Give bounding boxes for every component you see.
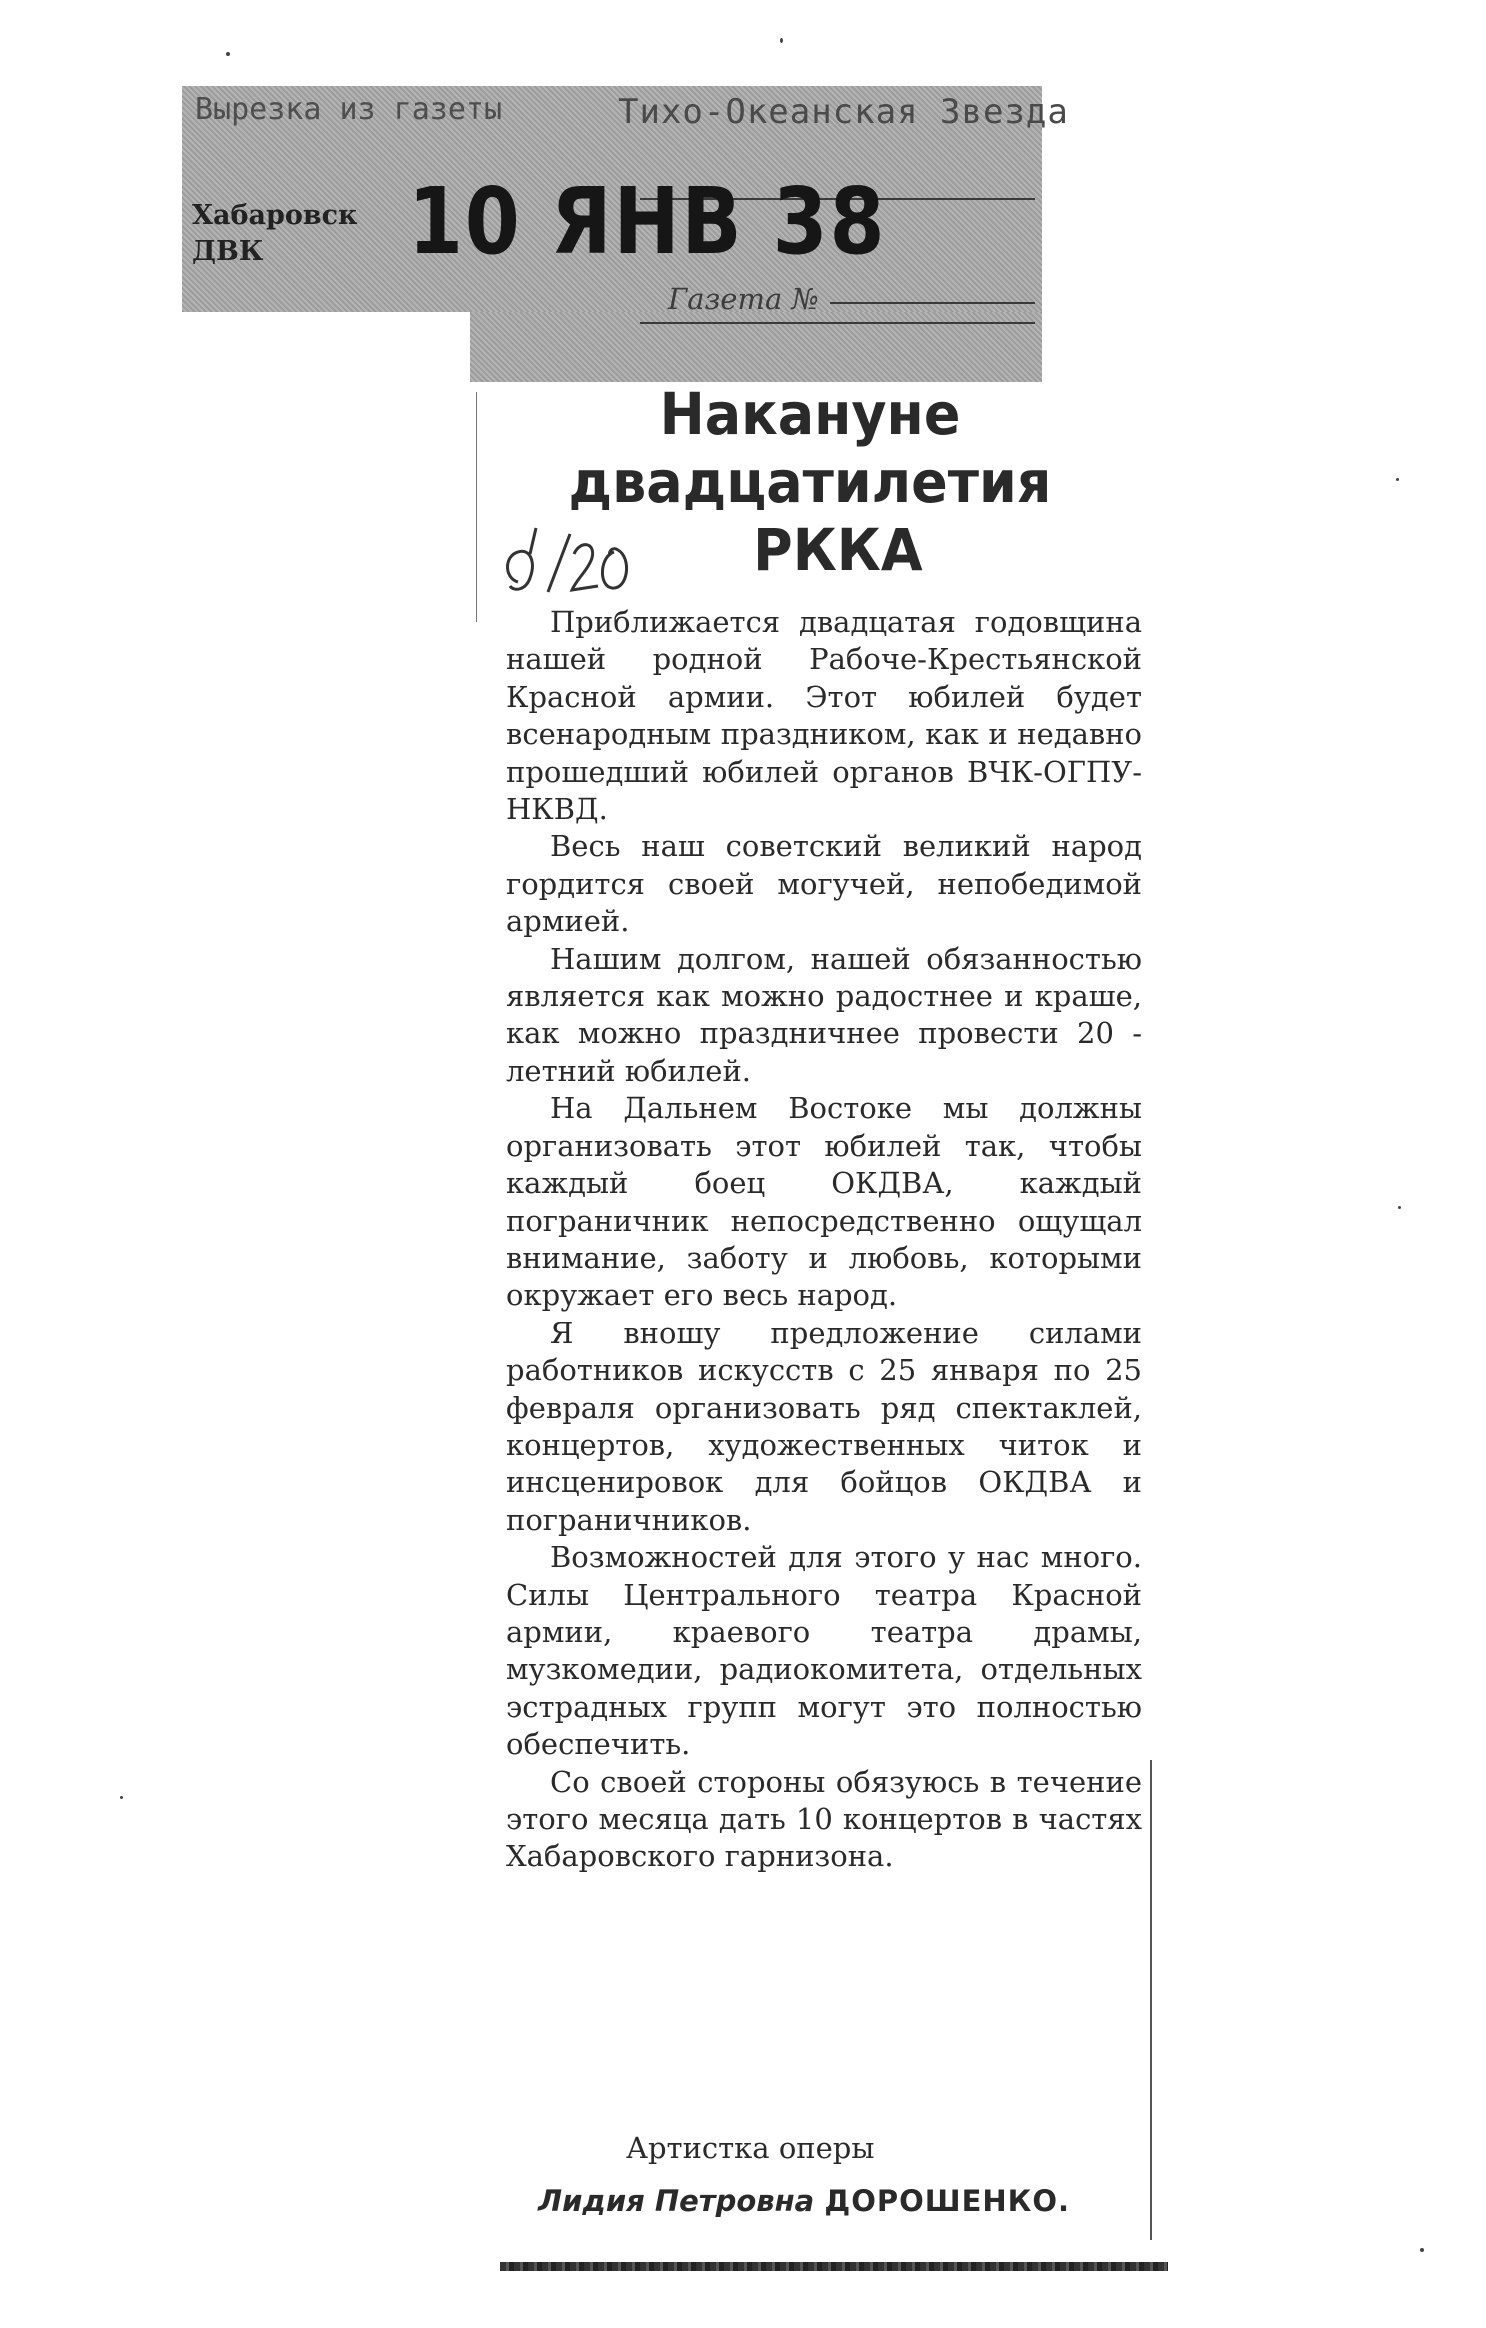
paragraph-5: Я вношу предложение силами работников искусств с 25 января по 25 февраля организовать ряд спектаклей, концертов, художественных читок и инсценировок для бойцов ОКДВА и пограничников. [506, 1315, 1142, 1537]
date-stamp: 10 ЯНВ 38 [408, 168, 887, 275]
clipping-right-edge [1150, 1760, 1152, 2240]
dust-speck [1396, 478, 1399, 481]
author-name [538, 2184, 1070, 2218]
paragraph-7: Со своей стороны обязуюсь в течение этого месяца дать 10 концертов в частях Хабаровского гарнизона. [506, 1764, 1142, 1874]
clipping-left-edge [476, 392, 477, 622]
city-label: Хабаровск [192, 200, 358, 231]
bottom-rule [500, 2262, 1168, 2271]
gazeta-number-label: Газета № [668, 282, 819, 316]
dust-speck [120, 1796, 123, 1799]
gazeta-bottom-line [640, 322, 1035, 324]
handwritten-mark [500, 522, 640, 612]
dust-speck [780, 38, 783, 43]
author-surname: ДОРОШЕНКО. [824, 2184, 1071, 2218]
author-given-names: Лидия Петровна [538, 2184, 815, 2218]
region-label: ДВК [192, 236, 264, 267]
dust-speck [1398, 1206, 1401, 1209]
article-body [506, 604, 1142, 1876]
dust-speck [1420, 2248, 1424, 2252]
newspaper-name: Тихо-Океанская Звезда [618, 92, 1069, 132]
headline-line-3: РККА [753, 516, 923, 584]
paragraph-6: Возможностей для этого у нас много. Силы Центрального театра Красной армии, краевого театра драмы, музкомедии, радиокомитета, отдельных эстрадных групп могут это полностью обеспечить. [506, 1540, 1142, 1762]
gazeta-number-line [830, 302, 1035, 304]
dust-speck [226, 52, 230, 56]
paragraph-4: На Дальнем Востоке мы должны организовать этот юбилей так, чтобы каждый боец ОКДВА, каждый пограничник непосредственно ощущал внимание, заботу и любовь, которыми окружает его весь народ. [506, 1091, 1142, 1313]
paragraph-1: Приближается двадцатая годовщина нашей родной Рабоче-Крестьянской Красной армии. Этот юбилей будет всенародным праздником, как и недавно прошедший юбилей органов ВЧК-ОГПУ-НКВД. [506, 605, 1142, 827]
clipping-label-text: Вырезка из газеты [195, 92, 503, 127]
paragraph-2: Весь наш советский великий народ гордится своей могучей, непобедимой армией. [506, 829, 1142, 939]
headline-line-2: двадцатилетия [568, 448, 1052, 516]
headline-line-1: Накануне [659, 380, 961, 448]
author-role: Артистка оперы [626, 2131, 875, 2165]
paragraph-3: Нашим долгом, нашей обязанностью является как можно радостнее и краше, как можно праздничнее провести 20 - летний юбилей. [506, 941, 1142, 1088]
